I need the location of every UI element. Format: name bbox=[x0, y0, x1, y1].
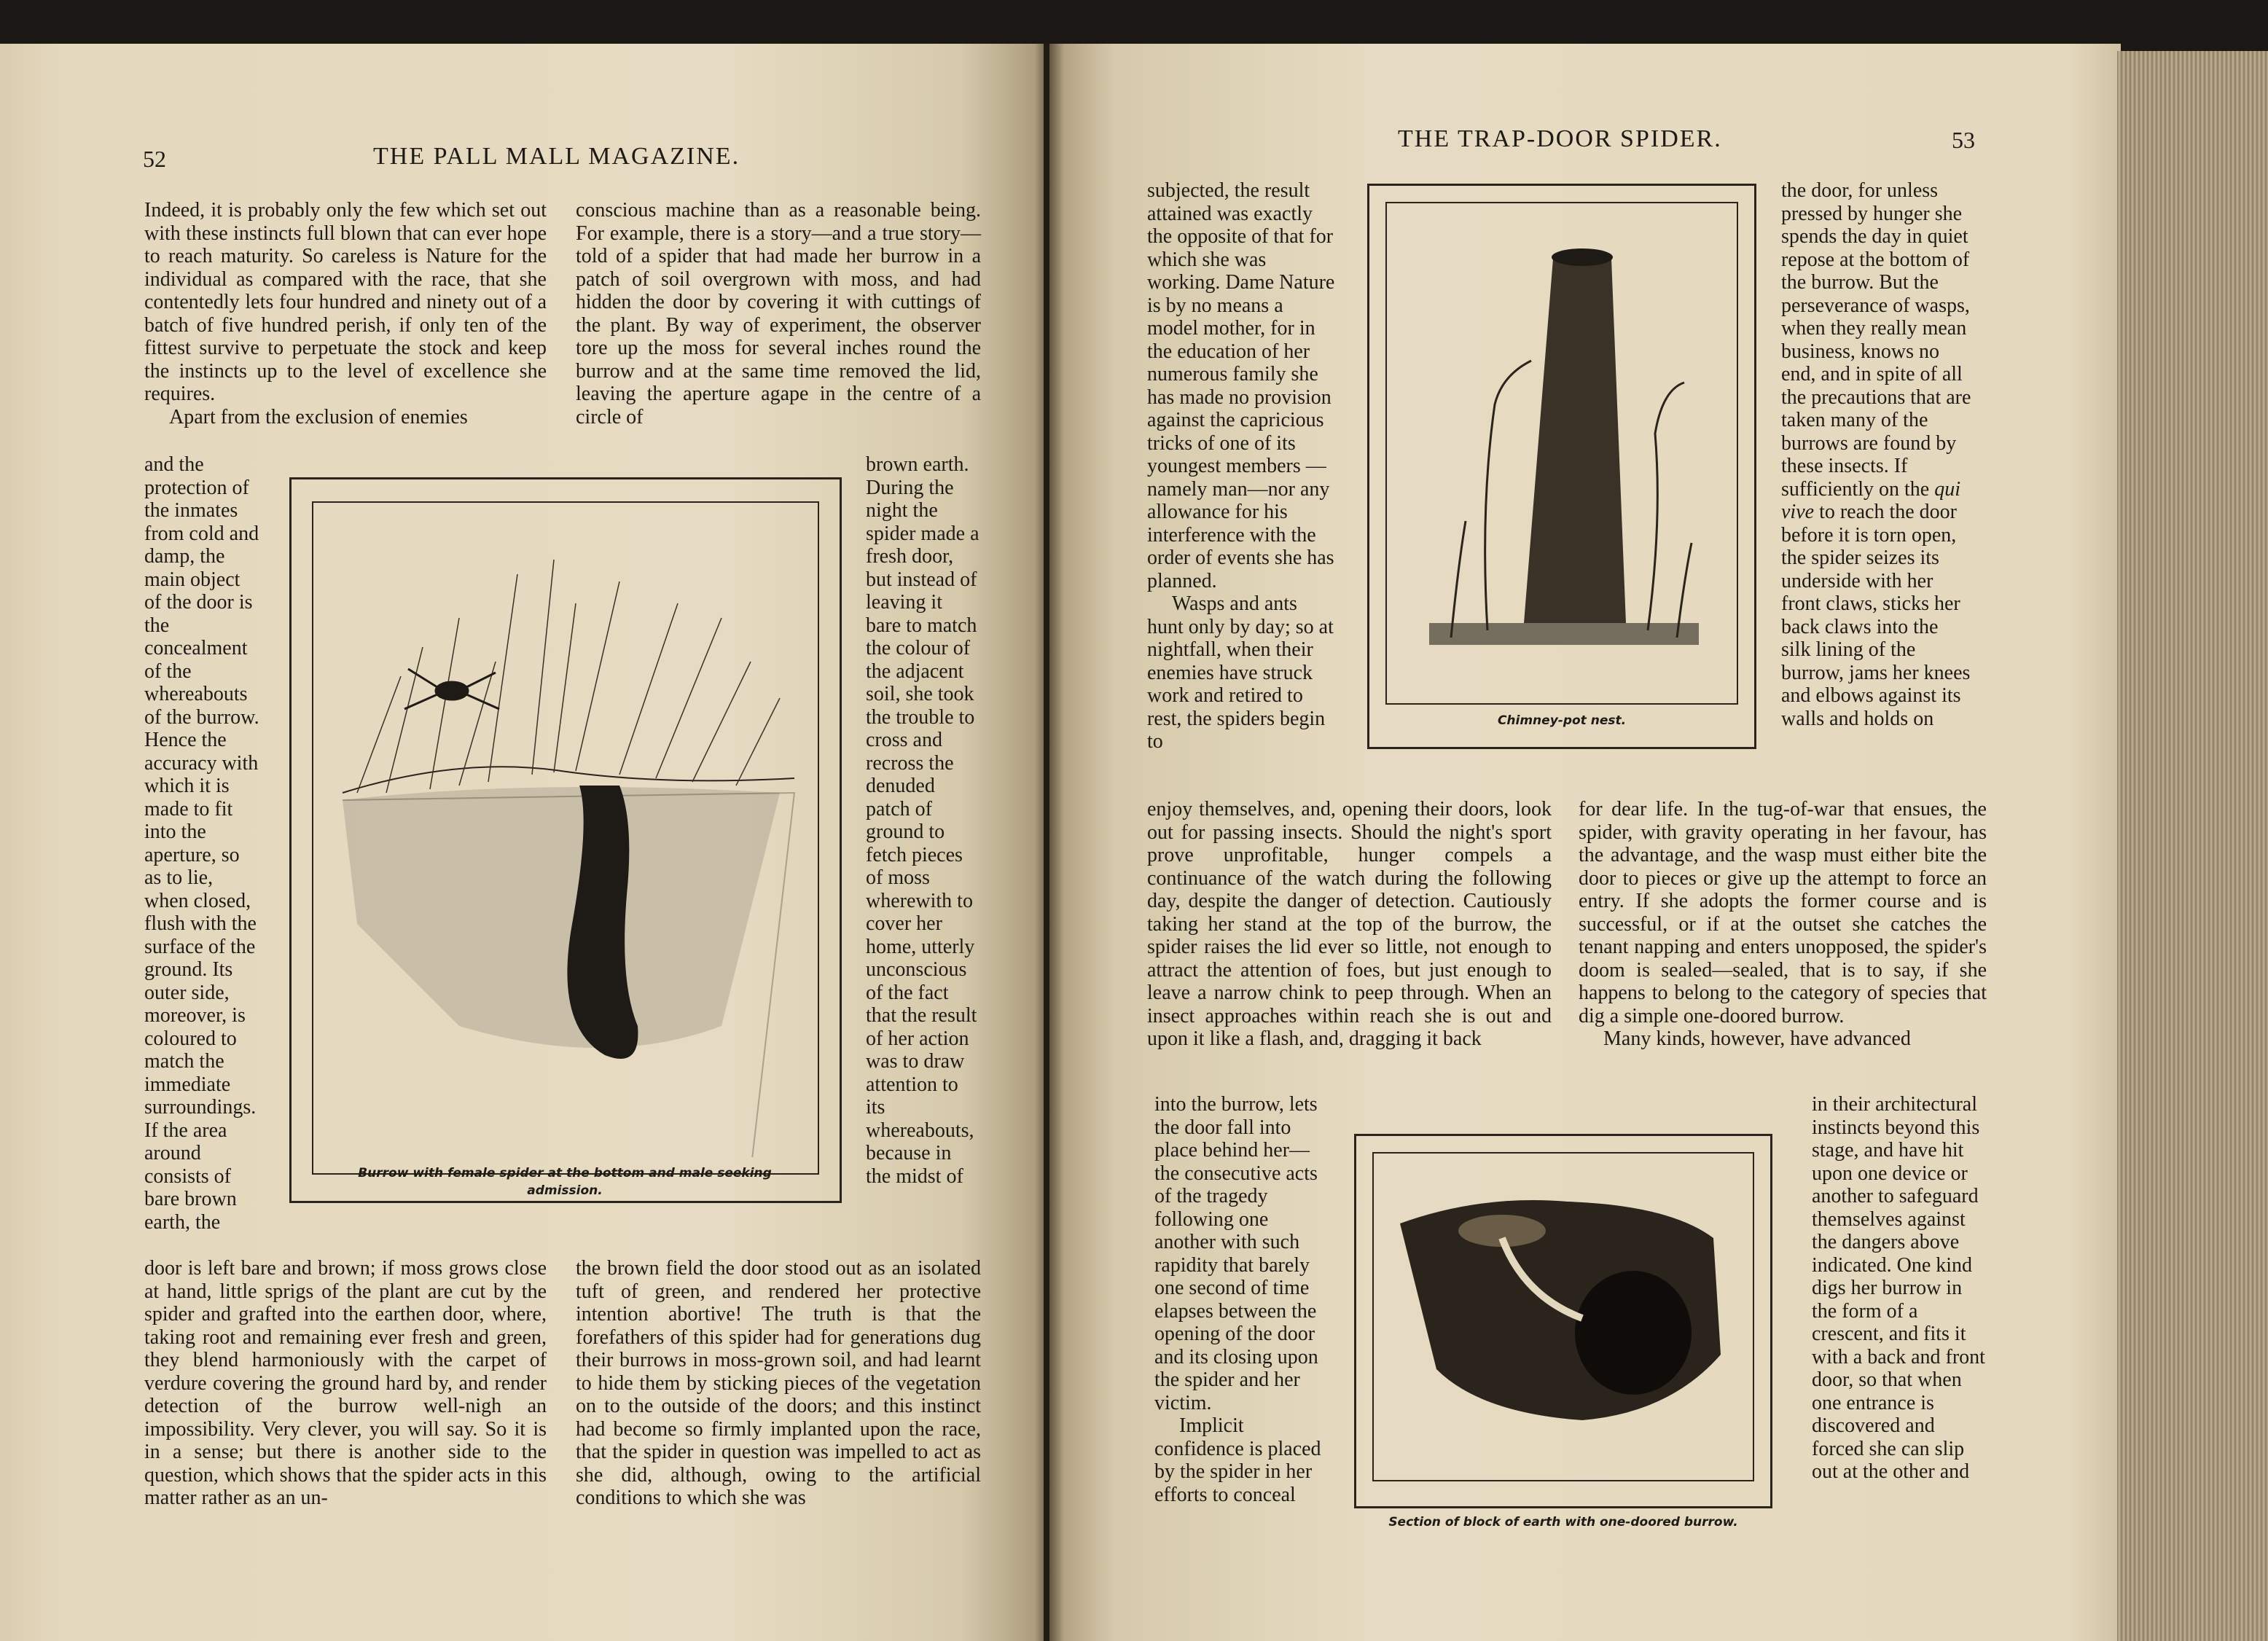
paragraph: Wasps and ants hunt only by day; so at nightfall, when their enemies have struck work and retired to rest, the spiders begin to bbox=[1147, 592, 1334, 753]
right-narrow-left-top bbox=[1147, 179, 1338, 753]
text: to reach the door before it is torn open, the spider seizes its underside with her front claws, sticks her back claws into the silk lining of the burrow, jams her knees and elbows against its walls and holds on bbox=[1781, 501, 1971, 730]
paragraph: Many kinds, however, have advanced bbox=[1603, 1027, 1911, 1050]
earth-block-illustration bbox=[1393, 1194, 1735, 1427]
figure-section-block bbox=[1354, 1134, 1772, 1530]
paragraph: Apart from the exclusion of enemies bbox=[169, 405, 468, 428]
text: the door, for unless pressed by hunger she spends the day in quiet repose at the bottom of the burrow. But the perseverance of wasps, when they really mean business, knows no end, and in spite of all the precautions that are taken many of the burrows are found by these insects. If sufficiently on the bbox=[1781, 179, 1971, 501]
burrow-illustration bbox=[313, 516, 818, 1157]
paragraph: into the burrow, lets the door fall into place behind her—the consecutive acts of the tragedy following one another with such rapidity that barely one second of time elapses between the opening of the door and its closing upon the spider and her victim. bbox=[1154, 1093, 1318, 1414]
page-number-left: 52 bbox=[143, 146, 166, 172]
paragraph: Implicit confidence is placed by the spider in her efforts to conceal bbox=[1154, 1414, 1321, 1506]
figure-caption: Section of block of earth with one-doored burrow. bbox=[1388, 1515, 1738, 1530]
paragraph: Indeed, it is probably only the few which set out with these instincts full blown that can ever hope to reach maturity. So careless is Nature for the individual as compared with the race, that she contentedly lets four hundred and ninety out of a batch of five hundred perish, if only ten of the fittest survive to perpetuate the stock and keep the instincts up to the level of excellence she requires. bbox=[144, 199, 547, 405]
italic-phrase: qui vive bbox=[1781, 477, 1960, 523]
paragraph: for dear life. In the tug-of-war that ensues, the spider, with gravity operating in her favour, has the advantage, and the wasp must either bite the door to pieces or give up the attempt to force an entry. If she adopts the former course and is successful, or if at the outset she catches the tenant napping and enters unopposed, the spider's doom is sealed—sealed, that is to say, if she happens to belong to the category of species that dig a simple one-doored burrow. bbox=[1579, 798, 1987, 1027]
right-narrow-right-top bbox=[1781, 179, 1972, 730]
page-edges bbox=[2117, 51, 2268, 1641]
right-narrow-right-bottom: in their architectural instincts beyond this stage, and have hit upon one device or another to safeguard themselves against the dangers above indicated. One kind digs her burrow in the form of a crescent, and fits it with a back and front door, so that when one entrance is discovered and forced she can slip out at the other and bbox=[1812, 1093, 1985, 1483]
figure-burrow bbox=[289, 477, 842, 1203]
figure-caption: Chimney-pot nest. bbox=[1497, 713, 1627, 728]
figure-caption: Burrow with female spider at the bottom and male seeking admission. bbox=[358, 1166, 772, 1198]
right-narrow-column: brown earth. During the night the spider made a fresh door, but instead of leaving it bare to match the colour of the adjacent soil, she took the trouble to cross and recross the denuded patch of ground to fetch pieces of moss wherewith to cover her home, utterly unconscious of the fact that the result of her action was to draw attention to its whereabouts, because in the midst of bbox=[866, 453, 979, 1188]
running-head-right: THE TRAP-DOOR SPIDER. bbox=[1398, 125, 1722, 152]
paragraph: conscious machine than as a reasonable being. For example, there is a story—and a true story—told of a spider that had made her burrow in a patch of soil overgrown with moss, and had hidden the door by covering it with cuttings of the plant. By way of experiment, the observer tore up the moss for several inches round the burrow and at the same time removed the lid, leaving the aperture agape in the centre of a circle of bbox=[576, 199, 981, 428]
book-spine bbox=[1035, 44, 1064, 1641]
left-col2-top bbox=[576, 199, 981, 428]
right-narrow-left-bottom bbox=[1154, 1093, 1328, 1506]
paragraph: subjected, the result attained was exactly the opposite of that for which she was working. Dame Nature is by no means a model mother, for in the education of her numerous family she has made no provision against the capricious tricks of one of its youngest members — namely man—nor any allowance for his interference with the order of events she has planned. bbox=[1147, 179, 1335, 592]
running-head-left: THE PALL MALL MAGAZINE. bbox=[373, 143, 740, 170]
left-col1-bottom: door is left bare and brown; if moss grows close at hand, little sprigs of the plant are cut by the spider and grafted into the earthen door, where, taking root and remaining ever fresh and green, they blend harmoniously with the carpet of verdure covering the ground hard by, and render detection of the burrow well-nigh an impossibility. Very clever, you will say. So it is in a sense; but there is another side to the question, which shows that the spider acts in this matter rather as an un- bbox=[144, 1257, 547, 1509]
left-col2-bottom: the brown field the door stood out as an isolated tuft of green, and rendered her protective intention abortive! The truth is that the forefathers of this spider had for generations dug their burrows in moss-grown soil, and had learnt to hide them by sticking pieces of the vegetation on to the outside of the doors; and this instinct had become so firmly implanted upon the race, that the spider in question was impelled to act as she did, although, owing to the artificial conditions to which she was bbox=[576, 1257, 981, 1509]
chimney-illustration bbox=[1400, 215, 1721, 681]
page-number-right: 53 bbox=[1952, 127, 1975, 153]
figure-chimney-pot bbox=[1367, 184, 1756, 749]
left-narrow-column: and the protection of the inmates from cold and damp, the main object of the door is the concealment of the whereabouts of the burrow. Hence the accuracy with which it is made to fit into the aperture, so as to lie, when closed, flush with the surface of the ground. Its outer side, moreover, is coloured to match the immediate surroundings. If the area around consists of bare brown earth, the bbox=[144, 453, 259, 1234]
right-col1-mid: enjoy themselves, and, opening their doors, look out for passing insects. Should the night's sport prove unprofitable, hunger compels a continuance of the watch during the following day, despite the danger of detection. Cautiously taking her stand at the top of the burrow, the spider raises the lid ever so little, not enough to attract the attention of foes, but just enough to leave a narrow chink to peep through. When an insect approaches within reach she is out and upon it like a flash, and, dragging it back bbox=[1147, 798, 1552, 1050]
left-col1-top bbox=[144, 199, 547, 428]
right-col2-mid bbox=[1579, 798, 1987, 1051]
